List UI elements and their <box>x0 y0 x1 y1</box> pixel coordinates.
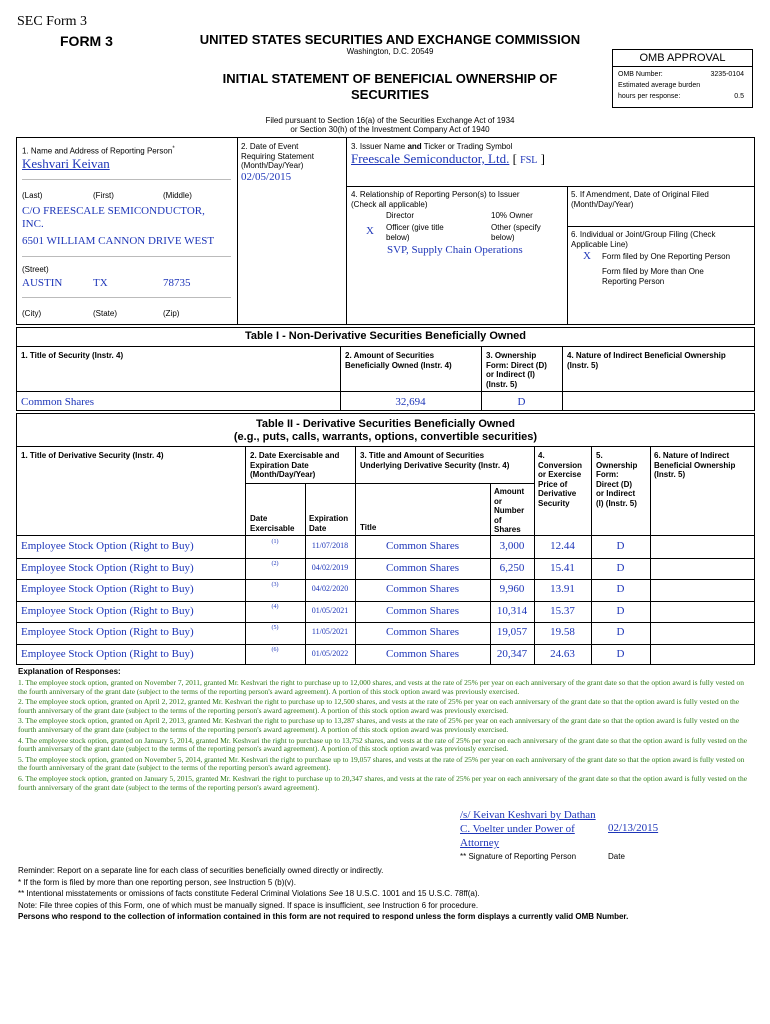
table2-row-divider <box>16 644 755 645</box>
last-label: (Last) <box>22 191 43 200</box>
city-value: AUSTIN <box>22 277 63 289</box>
table2-row-divider <box>16 622 755 623</box>
table1-col2-header: 2. Amount of Securities Beneficially Owned (Instr. 4) <box>345 351 452 370</box>
table2-row-expiration: 11/07/2018 <box>311 541 349 550</box>
omb-hours-value: 0.5 <box>734 93 744 100</box>
officer-check-mark: X <box>366 225 374 237</box>
state-label: (State) <box>93 309 118 318</box>
table2-row-form: D <box>616 540 625 552</box>
city-label: (City) <box>22 309 42 318</box>
officer-title: SVP, Supply Chain Operations <box>387 244 523 256</box>
table2-row-price: 15.41 <box>550 561 575 574</box>
table2-row-underlying-title: Common Shares <box>385 604 460 617</box>
omb-number-label: OMB Number: <box>618 71 663 78</box>
signature-label: ** Signature of Reporting Person <box>460 852 577 861</box>
box4-label: 4. Relationship of Reporting Person(s) to Issuer (Check all applicable) <box>351 190 520 209</box>
table1-col1-header: 1. Title of Security (Instr. 4) <box>21 351 124 360</box>
table2-row-expiration: 04/02/2020 <box>311 584 349 593</box>
zip-label: (Zip) <box>163 309 180 318</box>
table2-row-title: Employee Stock Option (Right to Buy) <box>21 583 194 595</box>
agency-location: Washington, D.C. 20549 <box>346 47 434 56</box>
table2-row-underlying-title: Common Shares <box>385 647 460 660</box>
table2-row-form: D <box>616 647 625 660</box>
one-person-option: Form filed by One Reporting Person <box>602 252 731 261</box>
footer-notes <box>18 865 758 923</box>
issuer-name-link[interactable]: Freescale Semiconductor, Ltd. <box>351 151 510 166</box>
omb-number-value: 3235-0104 <box>710 71 744 78</box>
table2-row-title: Employee Stock Option (Right to Buy) <box>21 626 194 638</box>
table2-row-underlying-title: Common Shares <box>385 540 460 552</box>
table2-row-amount: 20,347 <box>496 647 528 660</box>
table1-row-form: D <box>517 396 526 408</box>
table2-row-form: D <box>616 626 625 638</box>
officer-option: Officer (give title below) <box>386 223 444 242</box>
signature-date-label: Date <box>608 852 625 861</box>
table2-row-amount: 19,057 <box>496 626 528 638</box>
explanation-note: 6. The employee stock option, granted on January 5, 2015, granted Mr. Keshvari the right to purchase up to 20,347 shares, and vests at the rate of 25% per year on each anniversary of the grant date so that the option award is fully vested on the fourth anniversary of the grant date (subject to the terms of the reporting person's award agreement). <box>18 773 748 792</box>
statement-title: INITIAL STATEMENT OF BENEFICIAL OWNERSHIP OF SECURITIES <box>222 71 558 102</box>
table2-row-amount: 10,314 <box>496 604 528 617</box>
box6-label: 6. Individual or Joint/Group Filing (Check Applicable Line) <box>571 230 716 249</box>
table2-title: Table II - Derivative Securities Beneficially Owned (e.g., puts, calls, warrants, options, convertible securities) <box>233 418 538 443</box>
table2-row-divider <box>16 601 755 602</box>
table1-row-title: Common Shares <box>21 396 95 408</box>
sec-form-label: SEC Form 3 <box>17 14 88 29</box>
table2-row-form: D <box>616 561 625 574</box>
table2-row-amount: 6,250 <box>499 561 525 574</box>
table2-row-underlying-title: Common Shares <box>385 561 460 574</box>
explanation-note: 5. The employee stock option, granted on November 5, 2014, granted Mr. Keshvari the right to purchase up to 19,057 shares, and vests at the rate of 25% per year on each anniversary of the grant date so that the option award is fully vested on the fourth anniversary of the grant date (subject to the terms of the reporting person's award agreement). <box>18 754 745 773</box>
table2-row-divider <box>16 579 755 580</box>
table2-sub-date-exercisable: Date Exercisable <box>250 514 295 533</box>
omb-hours-label: hours per response: <box>618 93 681 100</box>
reporting-address: C/O FREESCALE SEMICONDUCTOR, INC. 6501 WILLIAM CANNON DRIVE WEST <box>22 205 215 247</box>
explanation-note: 3. The employee stock option, granted on April 2, 2013, granted Mr. Keshvari the right to purchase up to 13,287 shares, and vests at the rate of 25% per year on each anniversary of the grant date so that the option award is fully vested on the fourth anniversary of the grant date (subject to the terms of the reporting person's award agreement). A portion of this stock option award was previously exercised. <box>18 716 740 734</box>
box3-label: 3. Issuer Name and Ticker or Trading Symbol <box>351 142 513 151</box>
table2-row-form: D <box>616 604 625 617</box>
table2-sub-expiration: Expiration Date <box>309 514 349 533</box>
table1-col4-header: 4. Nature of Indirect Beneficial Ownership (Instr. 5) <box>567 351 726 370</box>
other-option: Other (specify below) <box>491 223 541 242</box>
explanation-note: 2. The employee stock option, granted on April 2, 2012, granted Mr. Keshvari the right to purchase up to 12,500 shares, and vests at the rate of 25% per year on each anniversary of the grant date so that the option award is fully vested on the fourth anniversary of the grant date (subject to the terms of the reporting person's award agreement). A portion of this stock option award was previously exercised. <box>18 697 740 715</box>
table2-col1-header: 1. Title of Derivative Security (Instr. 4) <box>21 451 164 460</box>
table1-title: Table I - Non-Derivative Securities Beneficially Owned <box>245 330 526 342</box>
issuer-line: Freescale Semiconductor, Ltd. [ FSL ] <box>351 151 545 166</box>
table2-col5-header: 5. Ownership Form: Direct (D) or Indirect (I) (Instr. 5) <box>596 451 638 508</box>
box2-label: 2. Date of Event Requiring Statement (Month/Day/Year) <box>241 142 314 170</box>
table2-row-title: Employee Stock Option (Right to Buy) <box>21 647 194 660</box>
agency-title: UNITED STATES SECURITIES AND EXCHANGE COMMISSION <box>199 32 581 47</box>
footnote-double-asterisk: ** Intentional misstatements or omissions of facts constitute Federal Criminal Violations See 18 U.S.C. 1001 and 15 U.S.C. 78ff(a). <box>18 889 480 898</box>
ticker-symbol: FSL <box>520 155 538 166</box>
signature-date: 02/13/2015 <box>608 822 659 834</box>
reminder-note: Reminder: Report on a separate line for each class of securities beneficially owned directly or indirectly. <box>18 866 384 875</box>
table2-row-divider <box>16 558 755 559</box>
footnote-single-asterisk: * If the form is filed by more than one reporting person, see Instruction 5 (b)(v). <box>18 877 296 887</box>
table2-sub-title: Title <box>360 523 377 532</box>
event-date: 02/05/2015 <box>241 171 292 183</box>
box5-label: 5. If Amendment, Date of Original Filed (Month/Day/Year) <box>571 190 709 209</box>
table2-row-expiration: 01/05/2021 <box>311 605 349 615</box>
table2-row-title: Employee Stock Option (Right to Buy) <box>21 604 194 617</box>
table2-row-price: 24.63 <box>550 647 575 660</box>
explanation-heading: Explanation of Responses: <box>18 667 121 676</box>
table2-row-underlying-title: Common Shares <box>385 583 460 595</box>
table2-row-title: Employee Stock Option (Right to Buy) <box>21 561 194 574</box>
box1-label: 1. Name and Address of Reporting Person* <box>22 146 175 156</box>
omb-burden-label: Estimated average burden <box>618 82 701 89</box>
table2-row-title: Employee Stock Option (Right to Buy) <box>21 540 194 552</box>
one-person-check-mark: X <box>583 250 591 262</box>
table2-col6-header: 6. Nature of Indirect Beneficial Ownership (Instr. 5) <box>654 451 736 479</box>
table1-row-amount: 32,694 <box>395 396 426 408</box>
ten-percent-option: 10% Owner <box>491 211 533 220</box>
table1-col3-header: 3. Ownership Form: Direct (D) or Indirect (I) (Instr. 5) <box>486 351 547 389</box>
table2-row-amount: 9,960 <box>499 583 525 595</box>
table2-row-expiration: 01/05/2022 <box>311 648 349 658</box>
table2-col3-header: 3. Title and Amount of Securities Underlying Derivative Security (Instr. 4) <box>360 451 510 470</box>
table2-row-form: D <box>616 583 625 595</box>
explanation-note: 4. The employee stock option, granted on January 5, 2014, granted Mr. Keshvari the right to purchase up to 13,752 shares, and vests at the rate of 25% per year on each anniversary of the grant date so that the option award is fully vested on the fourth anniversary of the grant date (subject to the terms of the reporting person's award agreement). A portion of this stock option award was previously exercised. <box>18 735 748 754</box>
state-value: TX <box>93 277 108 289</box>
table2-row-price: 19.58 <box>550 626 575 638</box>
table2-row-footnote: (5) <box>271 625 279 631</box>
table2-col4-header: 4. Conversion or Exercise Price of Derivative Security <box>538 451 583 508</box>
table2-row-expiration: 11/05/2021 <box>311 627 349 636</box>
omb-notice: Persons who respond to the collection of information contained in this form are not required to respond unless the form displays a currently valid OMB Number. <box>18 912 629 921</box>
director-option: Director <box>386 211 415 220</box>
omb-approval-box <box>612 49 753 108</box>
table2-col2-header: 2. Date Exercisable and Expiration Date (Month/Day/Year) <box>250 451 340 479</box>
table2-row-expiration: 04/02/2019 <box>311 562 349 572</box>
more-persons-option: Form filed by More than One Reporting Person <box>602 267 704 286</box>
filed-pursuant: Filed pursuant to Section 16(a) of the Securities Exchange Act of 1934 or Section 30(h) of the Investment Company Act of 1940 <box>265 116 515 134</box>
table2-row-amount: 3,000 <box>499 540 525 552</box>
table2-row-price: 12.44 <box>550 540 575 552</box>
explanation-notes <box>18 679 750 794</box>
street-label: (Street) <box>22 265 49 274</box>
first-label: (First) <box>93 191 114 200</box>
omb-title: OMB APPROVAL <box>613 50 752 67</box>
reporting-person-name-link[interactable]: Keshvari Keivan <box>22 156 110 171</box>
table2-row-footnote: (4) <box>271 603 279 610</box>
table2-row-footnote: (1) <box>271 539 279 545</box>
zip-value: 78735 <box>163 277 191 289</box>
table2-row-price: 13.91 <box>550 583 575 595</box>
table2-row-price: 15.37 <box>550 604 575 617</box>
table2-row-footnote: (3) <box>271 582 279 588</box>
table2-row-footnote: (2) <box>271 560 279 567</box>
signature-link[interactable]: /s/ Keivan Keshvari by Dathan C. Voelter under Power of Attorney <box>460 809 596 849</box>
filing-note: Note: File three copies of this Form, one of which must be manually signed. If space is insufficient, see Instruction 6 for procedure. <box>18 900 479 910</box>
form-number: FORM 3 <box>60 33 113 49</box>
middle-label: (Middle) <box>163 191 192 200</box>
table2-row-underlying-title: Common Shares <box>385 626 460 638</box>
table2-row-footnote: (6) <box>271 646 279 653</box>
table2-sub-amount: Amount or Number of Shares <box>494 487 525 534</box>
explanation-note: 1. The employee stock option, granted on November 7, 2011, granted Mr. Keshvari the right to purchase up to 12,000 shares, and vests at the rate of 25% per year on each anniversary of the grant date so that the option award is fully vested on the fourth anniversary of the grant date (subject to the terms of the reporting person's award agreement). A portion of this stock option award was previously exercised. <box>18 678 745 696</box>
